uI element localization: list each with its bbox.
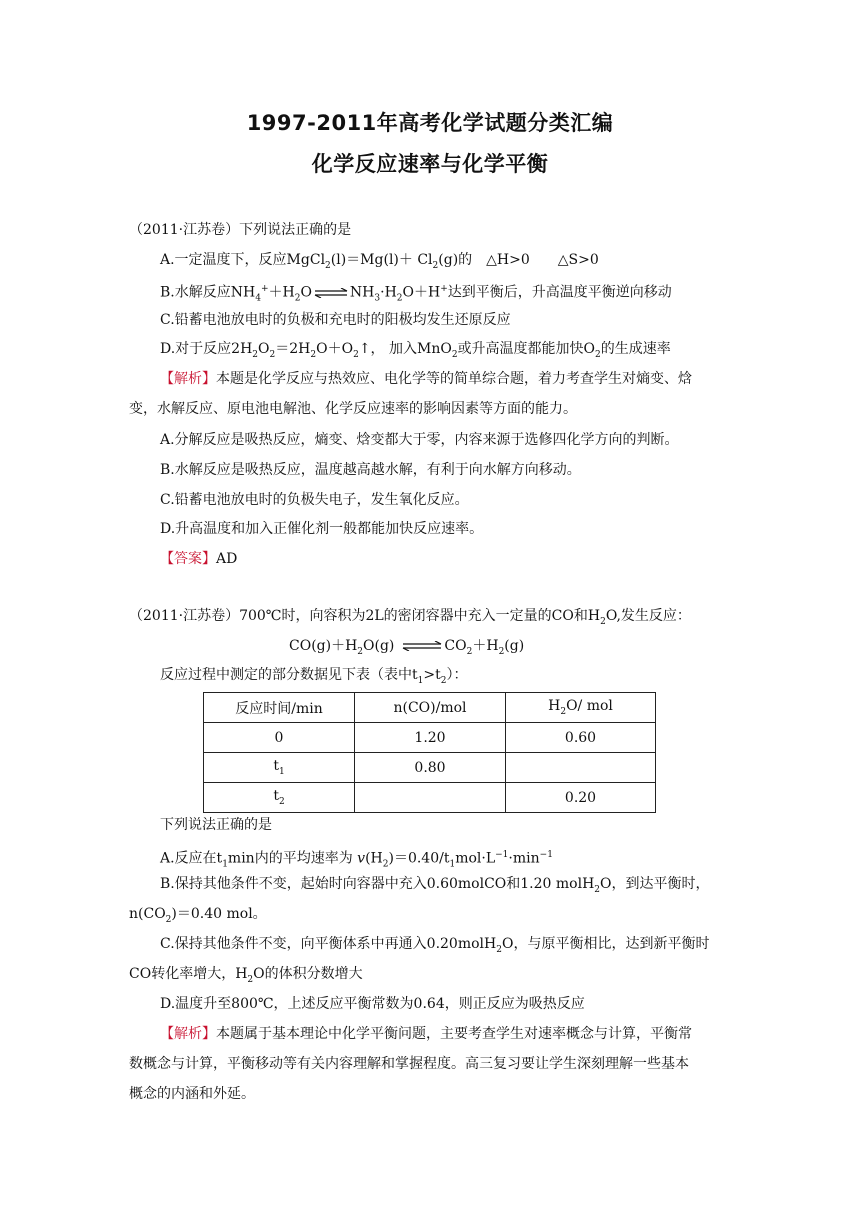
q2-analysis-line2: 数概念与计算，平衡移动等有关内容理解和掌握程度。高三复习要让学生深刻理解一些基本 bbox=[129, 1056, 689, 1072]
q2-ask: 下列说法正确的是 bbox=[160, 817, 272, 833]
q1-analysis-line1: 【解析】本题是化学反应与热效应、电化学等的简单综合题，着力考查学生对熵变、焓 bbox=[160, 371, 692, 387]
table-row bbox=[204, 753, 656, 783]
q2-reaction-equation: $CO(g)+H_2O(g)$ $CO_2+H_2(g)$ bbox=[289, 638, 525, 657]
q2-analysis-line3: 概念的内涵和外延。 bbox=[129, 1086, 255, 1102]
cell-h2o bbox=[506, 753, 656, 783]
cell-co: 1.20 bbox=[355, 723, 506, 753]
cell-time: $t_1$ bbox=[204, 753, 355, 783]
q2-option-c-line2: CO转化率增大，$H_2O$的体积分数增大 bbox=[129, 966, 363, 985]
equilibrium-arrow-icon bbox=[314, 288, 348, 298]
q2-table-intro: 反应过程中测定的部分数据见下表（表中$t_1>t_2$）： bbox=[160, 667, 468, 686]
q1-stem: （2011·江苏卷）下列说法正确的是 bbox=[129, 222, 352, 238]
q1-explain-d: D.升高温度和加入正催化剂一般都能加快反应速率。 bbox=[160, 521, 484, 537]
q1-option-c: C.铅蓄电池放电时的负极和充电时的阳极均发生还原反应 bbox=[160, 312, 511, 328]
equilibrium-arrow-icon bbox=[402, 641, 442, 651]
q1-explain-b: B.水解反应是吸热反应，温度越高越水解，有利于向水解方向移动。 bbox=[160, 462, 581, 478]
analysis-tag: 【解析】 bbox=[160, 1026, 216, 1042]
header-h2o: $H_2O/$ mol bbox=[506, 693, 656, 723]
cell-co: 0.80 bbox=[355, 753, 506, 783]
answer-tag: 【答案】 bbox=[160, 551, 216, 567]
table-row bbox=[204, 783, 656, 813]
doc-title-line2: 化学反应速率与化学平衡 bbox=[311, 152, 549, 176]
q1-option-d: D.对于反应$2H_2O_2=2H_2O+O_2↑$， 加入MnO$_2$或升高温度都能加快$O_2$的生成速率 bbox=[160, 341, 671, 360]
q1-option-b: B.水解反应$NH_4^++H_2O$ $NH_3\cdot H_2O+H^+$达到平衡后，升高温度平衡逆向移动 bbox=[160, 284, 672, 304]
table-row bbox=[204, 723, 656, 753]
q1-answer: 【答案】AD bbox=[160, 551, 238, 567]
doc-title-line1: 1997-2011年高考化学试题分类汇编 bbox=[246, 111, 614, 135]
q2-analysis-line1: 【解析】本题属于基本理论中化学平衡问题，主要考查学生对速率概念与计算，平衡常 bbox=[160, 1026, 692, 1042]
q1-analysis-line2: 变，水解反应、原电池电解池、化学反应速率的影响因素等方面的能力。 bbox=[129, 401, 577, 417]
q1-explain-a: A.分解反应是吸热反应，熵变、焓变都大于零，内容来源于选修四化学方向的判断。 bbox=[160, 432, 679, 448]
cell-h2o: 0.60 bbox=[506, 723, 656, 753]
q1-option-a: A.一定温度下，反应MgCl$_2$(l)＝Mg(l)＋ $Cl_2(g)$的 △H>0 △S>0 bbox=[160, 252, 599, 271]
cell-time: $t_2$ bbox=[204, 783, 355, 813]
header-time: 反应时间/min bbox=[204, 693, 355, 723]
q2-option-c-line1: C.保持其他条件不变，向平衡体系中再通入0.20molH$_2$O，与原平衡相比，达到新平衡时 bbox=[160, 936, 710, 955]
q2-stem: （2011·江苏卷）700℃时，向容积为2L的密闭容器中充入一定量的CO和$H_2O$,发生反应： bbox=[129, 608, 691, 627]
q1-explain-c: C.铅蓄电池放电时的负极失电子，发生氧化反应。 bbox=[160, 492, 469, 508]
q2-option-d: D.温度升至800℃，上述反应平衡常数为0.64，则正反应为吸热反应 bbox=[160, 996, 585, 1012]
table-header-row bbox=[204, 693, 656, 723]
header-co: n(CO)/mol bbox=[355, 693, 506, 723]
q2-option-a: A.反应在$t_1\min$内的平均速率为 $v(H_2)=0.40/t_1mol\cdot L^{-1}\cdot\min^{-1}$ bbox=[160, 850, 553, 870]
cell-h2o: 0.20 bbox=[506, 783, 656, 813]
data-table bbox=[203, 692, 656, 813]
q2-option-b-line2: $n(CO_2)=0.40$ mol。 bbox=[129, 906, 267, 925]
cell-co bbox=[355, 783, 506, 813]
cell-time: 0 bbox=[204, 723, 355, 753]
analysis-tag: 【解析】 bbox=[160, 371, 216, 387]
q2-option-b-line1: B.保持其他条件不变，起始时向容器中充入0.60molCO和1.20 molH$_2$O，到达平衡时， bbox=[160, 876, 710, 895]
